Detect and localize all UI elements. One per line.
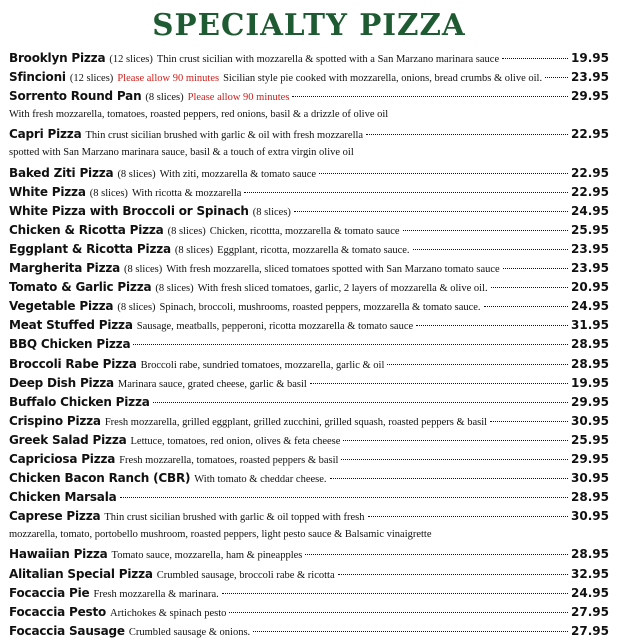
menu-item-text	[9, 449, 338, 468]
menu-item	[9, 124, 609, 143]
menu-item	[9, 487, 609, 506]
menu-item	[9, 564, 609, 583]
item-name: White Pizza with Broccoli or Spinach	[9, 203, 249, 218]
item-name: Alitalian Special Pizza	[9, 566, 153, 581]
dot-leader	[133, 343, 568, 345]
item-slices: (8 slices)	[89, 187, 128, 199]
menu-item-text	[9, 277, 488, 296]
item-note: Please allow 90 minutes	[187, 92, 290, 104]
item-price: 27.95	[571, 623, 609, 638]
item-description: With fresh mozzarella, sliced tomatoes spotted with San Marzano tomato sauce	[166, 264, 500, 276]
item-name: BBQ Chicken Pizza	[9, 337, 131, 352]
dot-leader	[484, 305, 568, 307]
menu-item-text	[9, 373, 307, 392]
dot-leader	[120, 496, 569, 498]
item-price: 28.95	[571, 547, 609, 562]
item-name: Focaccia Sausage	[9, 623, 125, 638]
item-name: Broccoli Rabe Pizza	[9, 356, 137, 371]
item-name: Sorrento Round Pan	[9, 89, 142, 104]
dot-leader	[305, 553, 568, 555]
item-price: 19.95	[571, 375, 609, 390]
item-description: Sicilian style pie cooked with mozzarella, onions, bread crumbs & olive oil.	[223, 73, 543, 85]
menu-item	[9, 334, 609, 353]
menu-item-text	[9, 163, 316, 182]
menu-item	[9, 239, 609, 258]
item-name: Baked Ziti Pizza	[9, 165, 114, 180]
menu-item-text	[9, 258, 500, 277]
item-name: Sfincioni	[9, 70, 66, 85]
item-slices: (8 slices)	[252, 206, 291, 218]
item-description-continued: mozzarella, tomato, portobello mushroom, roasted peppers, light pesto sauce & Balsamic vinaigrette	[9, 529, 432, 541]
item-slices: (8 slices)	[145, 92, 184, 104]
item-name: Capriciosa Pizza	[9, 451, 116, 466]
menu-item-text	[9, 354, 384, 373]
menu-item	[9, 163, 609, 182]
menu-item	[9, 544, 609, 563]
item-price: 23.95	[571, 261, 609, 276]
item-price: 30.95	[571, 509, 609, 524]
menu-item-text	[9, 201, 291, 220]
item-name: Chicken & Ricotta Pizza	[9, 222, 164, 237]
item-price: 22.95	[571, 165, 609, 180]
item-price: 28.95	[571, 490, 609, 505]
item-description: With fresh sliced tomatoes, garlic, 2 layers of mozzarella & olive oil.	[197, 283, 488, 295]
item-price: 29.95	[571, 451, 609, 466]
item-price: 30.95	[571, 413, 609, 428]
menu-item	[9, 411, 609, 430]
item-price: 30.95	[571, 471, 609, 486]
item-slices: (8 slices)	[117, 302, 156, 314]
item-price: 25.95	[571, 222, 609, 237]
menu-item	[9, 48, 609, 67]
menu-item	[9, 201, 609, 220]
dot-leader	[292, 95, 568, 97]
item-description-continued: spotted with San Marzano marinara sauce, basil & a touch of extra virgin olive oil	[9, 147, 354, 159]
item-name: Caprese Pizza	[9, 509, 101, 524]
menu-item-text	[9, 296, 481, 315]
item-note: Please allow 90 minutes	[117, 73, 220, 85]
menu-item-text	[9, 67, 542, 86]
menu-item-text	[9, 86, 289, 105]
item-slices: (12 slices)	[109, 54, 153, 65]
item-name: Eggplant & Ricotta Pizza	[9, 241, 171, 256]
menu-item	[9, 354, 609, 373]
item-description: Fresh mozzarella & marinara.	[93, 588, 219, 600]
item-description: Chicken, ricottta, mozzarella & tomato sauce	[209, 225, 400, 237]
menu-item-text	[9, 564, 335, 583]
item-name: Meat Stuffed Pizza	[9, 318, 133, 333]
menu-item-list	[9, 48, 609, 640]
menu-item	[9, 315, 609, 334]
item-description: Broccoli rabe, sundried tomatoes, mozzarella, garlic & oil	[140, 359, 385, 371]
item-price: 32.95	[571, 566, 609, 581]
item-slices: (8 slices)	[174, 244, 214, 256]
item-name: White Pizza	[9, 184, 86, 199]
item-price: 23.95	[571, 241, 609, 256]
item-price: 19.95	[571, 51, 609, 65]
item-description: Thin crust sicilian brushed with garlic & oil with fresh mozzarella	[85, 130, 364, 142]
menu-item-text	[9, 315, 413, 334]
item-description: Lettuce, tomatoes, red onion, olives & feta cheese	[130, 435, 341, 447]
item-price: 24.95	[571, 299, 609, 314]
item-description: Eggplant, ricotta, mozzarella & tomato sauce.	[217, 244, 410, 256]
item-description: Crumbled sausage & onions.	[128, 626, 251, 638]
dot-leader	[366, 133, 568, 135]
specialty-pizza-menu	[9, 0, 609, 640]
menu-item	[9, 277, 609, 296]
item-name: Capri Pizza	[9, 127, 82, 142]
dot-leader	[416, 324, 568, 326]
menu-item	[9, 67, 609, 86]
item-description: Fresh mozzarella, grilled eggplant, grilled zucchini, grilled squash, roasted peppers & basil	[104, 416, 488, 428]
item-description: With ziti, mozzarella & tomato sauce	[159, 168, 317, 180]
item-price: 24.95	[571, 585, 609, 600]
item-description: Artichokes & spinach pesto	[110, 607, 227, 619]
item-name: Crispino Pizza	[9, 413, 101, 428]
menu-item	[9, 86, 609, 105]
item-description: Crumbled sausage, broccoli rabe & ricotta	[156, 569, 335, 581]
menu-item-text	[9, 124, 363, 143]
item-name: Tomato & Garlic Pizza	[9, 280, 152, 295]
dot-leader	[229, 611, 568, 613]
item-name: Vegetable Pizza	[9, 299, 114, 314]
item-description: Sausage, meatballs, pepperoni, ricotta mozzarella & tomato sauce	[136, 321, 414, 333]
item-price: 22.95	[571, 184, 609, 199]
menu-item	[9, 449, 609, 468]
dot-leader	[244, 191, 568, 193]
item-slices: (8 slices)	[117, 168, 156, 180]
item-slices: (8 slices)	[167, 225, 206, 237]
menu-item-text	[9, 430, 340, 449]
menu-item	[9, 468, 609, 487]
menu-item-text	[9, 48, 499, 67]
dot-leader	[403, 229, 568, 231]
item-slices: (8 slices)	[124, 264, 163, 276]
item-name: Buffalo Chicken Pizza	[9, 394, 150, 409]
dot-leader	[545, 76, 568, 78]
dot-leader	[503, 267, 568, 269]
item-description: Thin crust sicilian brushed with garlic & oil topped with fresh	[104, 512, 365, 524]
menu-item	[9, 602, 609, 621]
item-slices: (8 slices)	[155, 283, 194, 295]
dot-leader	[222, 592, 568, 594]
item-price: 25.95	[571, 432, 609, 447]
item-description: With ricotta & mozzarella	[131, 187, 242, 199]
item-name: Greek Salad Pizza	[9, 432, 127, 447]
menu-item	[9, 392, 609, 411]
item-price: 23.95	[571, 70, 609, 85]
dot-leader	[341, 458, 568, 460]
item-name: Focaccia Pesto	[9, 604, 107, 619]
menu-item	[9, 583, 609, 602]
menu-item-text	[9, 468, 327, 487]
item-price: 27.95	[571, 604, 609, 619]
item-price: 31.95	[571, 318, 609, 333]
menu-item-text	[9, 583, 219, 602]
dot-leader	[330, 477, 569, 479]
item-price: 22.95	[571, 127, 609, 142]
dot-leader	[253, 630, 568, 632]
item-name: Focaccia Pie	[9, 585, 90, 600]
item-description-continued: With fresh mozzarella, tomatoes, roasted peppers, red onions, basil & a drizzle of olive oil	[9, 109, 389, 121]
item-name: Deep Dish Pizza	[9, 375, 114, 390]
item-name: Margherita Pizza	[9, 261, 121, 276]
item-name: Chicken Bacon Ranch (CBR)	[9, 471, 191, 486]
dot-leader	[153, 401, 568, 403]
menu-item-text	[9, 220, 400, 239]
item-name: Brooklyn Pizza	[9, 51, 106, 65]
menu-item-text	[9, 621, 250, 640]
item-description: Marinara sauce, grated cheese, garlic & basil	[117, 378, 307, 390]
dot-leader	[338, 573, 568, 575]
dot-leader	[294, 210, 568, 212]
menu-item	[9, 296, 609, 315]
item-price: 20.95	[571, 280, 609, 295]
item-description: Spinach, broccoli, mushrooms, roasted peppers, mozzarella & tomato sauce.	[159, 302, 481, 314]
item-slices: (12 slices)	[69, 73, 114, 85]
dot-leader	[310, 382, 568, 384]
item-price: 29.95	[571, 89, 609, 104]
menu-item	[9, 373, 609, 392]
menu-item-text	[9, 544, 302, 563]
item-description: Tomato sauce, mozzarella, ham & pineapples	[111, 550, 303, 562]
dot-leader	[319, 172, 568, 174]
menu-item-text	[9, 334, 130, 353]
menu-item	[9, 220, 609, 239]
dot-leader	[343, 439, 568, 441]
dot-leader	[368, 515, 569, 517]
menu-item-text	[9, 411, 487, 430]
menu-item-text	[9, 182, 241, 201]
dot-leader	[491, 286, 568, 288]
item-description: Fresh mozzarella, tomatoes, roasted peppers & basil	[119, 454, 339, 466]
page-title: SPECIALTY PIZZA	[152, 8, 466, 43]
menu-item	[9, 506, 609, 525]
dot-leader	[490, 420, 568, 422]
menu-item-text	[9, 239, 410, 258]
dot-leader	[413, 248, 568, 250]
menu-item	[9, 621, 609, 640]
menu-item	[9, 258, 609, 277]
menu-item-text	[9, 392, 150, 411]
menu-item-text	[9, 602, 226, 621]
item-description: With tomato & cheddar cheese.	[194, 474, 327, 486]
menu-item	[9, 430, 609, 449]
item-price: 24.95	[571, 203, 609, 218]
item-price: 28.95	[571, 356, 609, 371]
dot-leader	[502, 57, 568, 59]
menu-item-text	[9, 506, 365, 525]
item-price: 28.95	[571, 337, 609, 352]
menu-item	[9, 182, 609, 201]
dot-leader	[387, 363, 568, 365]
item-description: Thin crust sicilian with mozzarella & spotted with a San Marzano marinara sauce	[156, 54, 500, 65]
menu-item-text	[9, 487, 117, 506]
item-name: Chicken Marsala	[9, 490, 117, 505]
item-price: 29.95	[571, 394, 609, 409]
item-name: Hawaiian Pizza	[9, 547, 108, 562]
